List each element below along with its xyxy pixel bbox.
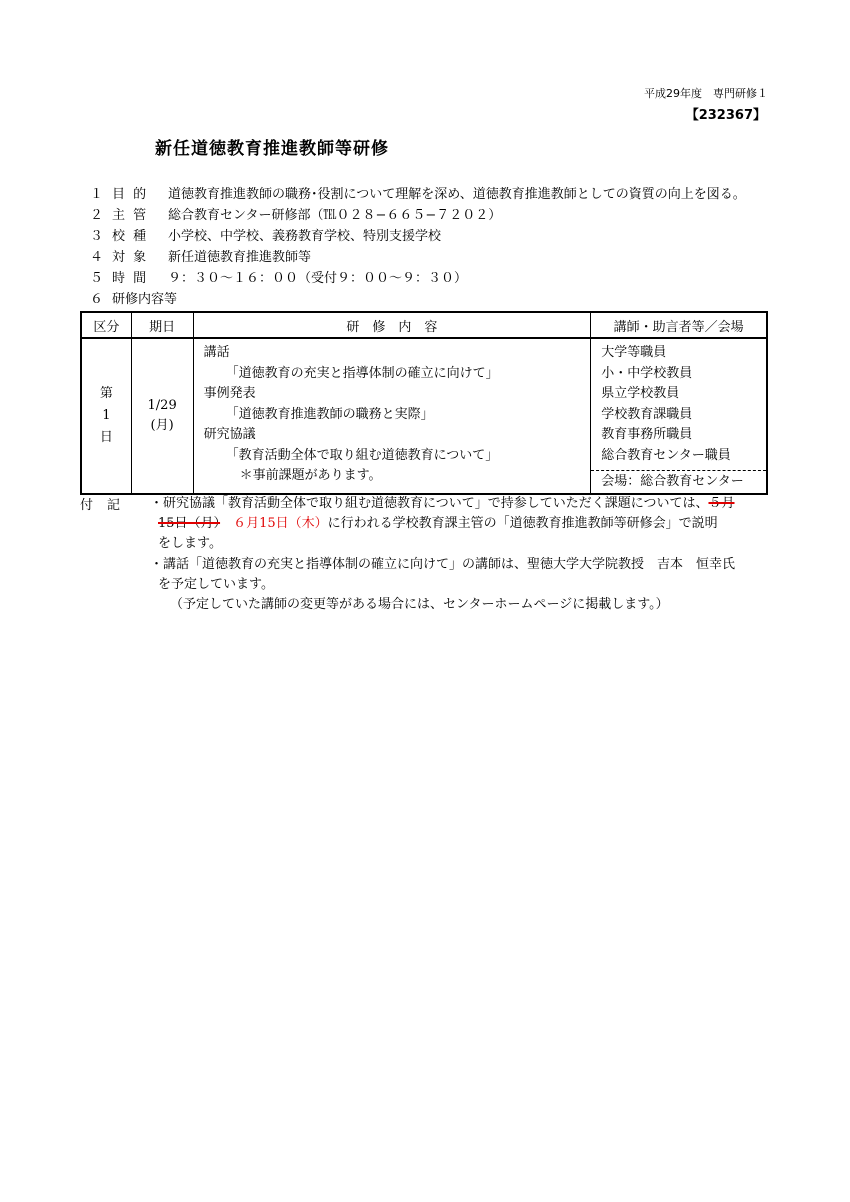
kubun-char: 1 (102, 408, 111, 423)
table-row (81, 338, 767, 494)
info-value: 道徳教育推進教師の職務･役割について理解を深め、道徳教育推進教師としての資質の向上を図る。 (168, 187, 746, 202)
content-line: 「道徳教育の充実と指導体制の確立に向けて」 (225, 365, 499, 381)
info-label: 時 間 (112, 271, 149, 286)
revised-date-text: ６月15日（木） (233, 516, 328, 531)
venue-label: 会場：総合教育センター (591, 470, 766, 493)
info-label: 対 象 (112, 250, 149, 265)
content-line: 研究協議 (203, 427, 256, 442)
schedule-table (80, 311, 768, 495)
info-row-school-type (90, 227, 441, 247)
note-line: （予定していた講師の変更等がある場合には、センターホームページに掲載します。） (170, 597, 669, 612)
info-value: 新任道徳教育推進教師等 (168, 250, 312, 265)
info-value: ９：３０〜１６：００（受付９：００〜９：３０） (168, 271, 468, 286)
date-value: 1/29 (147, 398, 177, 413)
kubun-char: 日 (99, 430, 113, 445)
note-text: に行われる学校教育課主管の「道徳教育推進教師等研修会」で説明 (327, 516, 718, 531)
info-row-purpose (90, 185, 746, 205)
content-line: ＊事前課題があります。 (239, 468, 382, 483)
note-text: ・研究協議「教育活動全体で取り組む道徳教育について」で持参していただく課題については、 (150, 496, 709, 511)
info-number: ５ (90, 271, 104, 286)
lecturer-item: 学校教育課職員 (601, 406, 693, 422)
info-number: １ (90, 187, 104, 202)
content-line: 「教育活動全体で取り組む道徳教育について」 (225, 447, 499, 463)
content-line: 事例発表 (203, 386, 256, 401)
cell-lecturer (591, 338, 767, 494)
note-line (158, 514, 718, 534)
note-line (150, 494, 735, 514)
info-row-content-heading (90, 290, 177, 310)
info-row-target (90, 248, 311, 268)
content-line: 講話 (203, 345, 230, 360)
course-year-label: 平成29年度 専門研修１ (644, 87, 768, 100)
notes-label: 付記 (80, 498, 135, 513)
lecturer-item: 県立学校教員 (601, 386, 680, 401)
info-label: 校 種 (112, 229, 149, 244)
cell-content (193, 338, 591, 494)
lecturer-item: 小・中学校教員 (601, 365, 693, 381)
note-line: をします。 (158, 536, 222, 551)
cell-kubun (81, 338, 131, 494)
header-kubun: 区分 (81, 312, 131, 338)
note-line: を予定しています。 (158, 577, 274, 592)
header-content: 研 修 内 容 (193, 312, 591, 338)
date-weekday: (月) (150, 418, 174, 433)
info-label: 研修内容等 (112, 292, 178, 307)
table-header-row (81, 312, 767, 338)
content-line: 「道徳教育推進教師の職務と実際」 (225, 406, 434, 422)
lecturer-item: 教育事務所職員 (601, 427, 693, 442)
lecturer-item: 大学等職員 (601, 345, 667, 360)
info-number: ６ (90, 292, 104, 307)
header-lecturer: 講師・助言者等／会場 (591, 312, 767, 338)
info-value: 総合教育センター研修部（℡０２８−６６５−７２０２） (168, 208, 502, 223)
course-code: 【232367】 (685, 108, 766, 123)
page-title: 新任道徳教育推進教師等研修 (155, 139, 389, 159)
info-number: ４ (90, 250, 104, 265)
info-label: 目 的 (112, 187, 149, 202)
info-number: ３ (90, 229, 104, 244)
info-row-organizer (90, 206, 501, 226)
cell-date (131, 338, 193, 494)
note-line: ・講話「道徳教育の充実と指導体制の確立に向けて」の講師は、聖徳大学大学院教授 吉本 恒幸氏 (150, 557, 736, 572)
info-row-time (90, 269, 467, 289)
lecturer-item: 総合教育センター職員 (601, 447, 731, 463)
struck-date-text: ５月 (708, 496, 735, 511)
kubun-char: 第 (99, 386, 113, 401)
info-label: 主 管 (112, 208, 149, 223)
info-value: 小学校、中学校、義務教育学校、特別支援学校 (168, 229, 442, 244)
info-number: ２ (90, 208, 104, 223)
header-date: 期日 (131, 312, 193, 338)
struck-date-text: 15日（月） (158, 516, 221, 531)
